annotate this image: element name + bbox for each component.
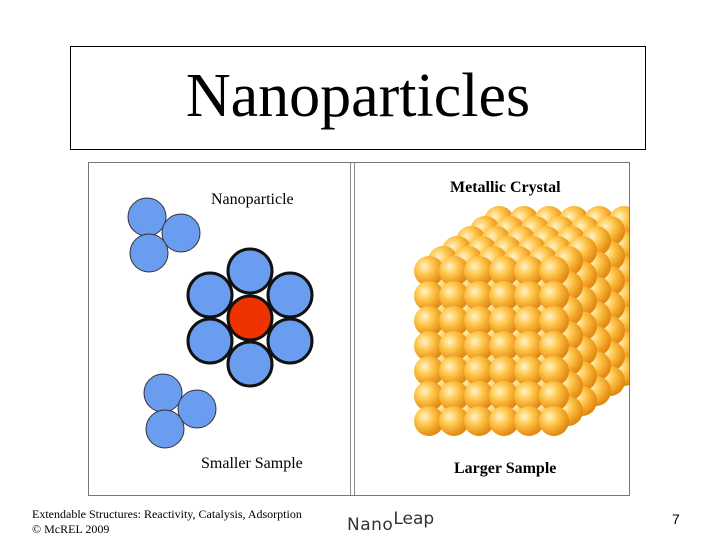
- footer-line-2: © McREL 2009: [32, 522, 110, 536]
- nanoparticle-label: Nanoparticle: [211, 191, 294, 208]
- crystal-atom: [539, 406, 569, 436]
- logo-part-nano: Nano: [347, 515, 394, 535]
- panel-divider: [350, 163, 355, 495]
- nanoparticle-illustration: [89, 163, 629, 495]
- small-cluster-bottom: [144, 374, 216, 448]
- nanoparticle-hexagon: [188, 249, 312, 386]
- page-number: 7: [672, 511, 680, 527]
- slide-title: Nanoparticles: [185, 62, 531, 130]
- metallic-crystal-cube: [414, 206, 629, 436]
- small-cluster-top: [128, 198, 200, 272]
- larger-sample-label: Larger Sample: [454, 460, 557, 477]
- footer-credits: [32, 507, 302, 537]
- title-box: [70, 46, 646, 150]
- smaller-sample-label: Smaller Sample: [201, 455, 303, 472]
- logo-part-leap: Leap: [393, 509, 435, 529]
- nanoleap-logo: [347, 509, 434, 535]
- metallic-crystal-label: Metallic Crystal: [450, 179, 561, 196]
- footer-line-1: Extendable Structures: Reactivity, Catalysis, Adsorption: [32, 507, 302, 521]
- figure-panel: [88, 162, 630, 496]
